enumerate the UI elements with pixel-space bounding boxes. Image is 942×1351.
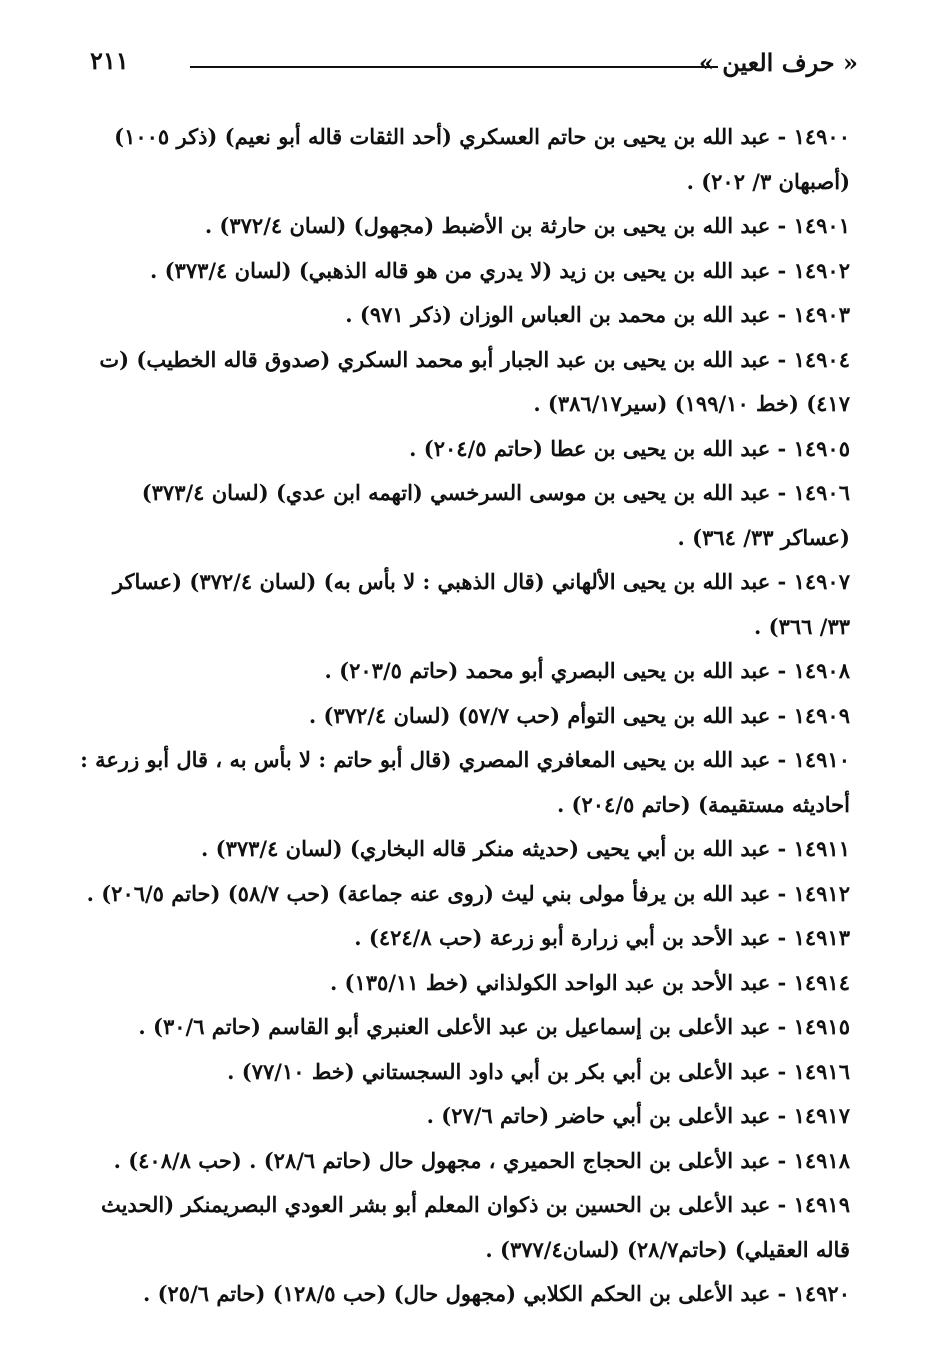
entry-14920: ١٤٩٢٠ - عبد الأعلى بن الحكم الكلابي (مجهول حال) (حب ١٢٨/٥) (حاتم ٢٥/٦) . (142, 1281, 850, 1306)
entry-text: عبد الأعلى بن أبي بكر بن أبي داود السجستاني (خط ٧٧/١٠) . (227, 1058, 771, 1084)
entry-list (80, 115, 850, 1317)
entry-number: ١٤٩٠٥ (793, 435, 850, 461)
entry-number: ١٤٩١٧ (793, 1103, 850, 1128)
entry-number: ١٤٩٢٠ (793, 1281, 850, 1306)
entry-14914: ١٤٩١٤ - عبد الأحد بن عبد الواحد الكولذاني (خط ١٣٥/١١) . (329, 969, 850, 995)
entry-number: ١٤٩٠٨ (793, 658, 850, 683)
entry-14918: ١٤٩١٨ - عبد الأعلى بن الحجاج الحميري ، مجهول حال (حاتم ٢٨/٦) . (حب ٤٠٨/٨) . (113, 1147, 850, 1173)
entry-number: ١٤٩٠٤ (793, 346, 850, 372)
entry-text: عبد الأعلى بن الحجاج الحميري ، مجهول حال (حاتم ٢٨/٦) . (حب ٤٠٨/٨) . (113, 1147, 771, 1173)
entry-number: ١٤٩١٠ (793, 747, 850, 772)
page-number: ٢١١ (90, 46, 129, 75)
entry-14901: ١٤٩٠١ - عبد الله بن يحيى بن حارثة بن الأضبط (مجهول) (لسان ٣٧٢/٤) . (204, 213, 850, 238)
entry-14907: ١٤٩٠٧ - عبد الله بن يحيى الألهاني (قال الذهبي : لا بأس به) (لسان ٣٧٢/٤) (عساكر ٣٣/ ٣٦٦) . (112, 569, 850, 639)
chapter-title: « حرف العين » (698, 48, 858, 77)
entry-14905: ١٤٩٠٥ - عبد الله بن يحيى بن عطا (حاتم ٢٠٤/٥) . (409, 435, 850, 461)
entry-number: ١٤٩٠٩ (793, 702, 850, 728)
entry-14912: ١٤٩١٢ - عبد الله بن يرفأ مولى بني ليث (روى عنه جماعة) (حب ٥٨/٧) (حاتم ٢٠٦/٥) . (86, 880, 850, 906)
entry-14916: ١٤٩١٦ - عبد الأعلى بن أبي بكر بن أبي داود السجستاني (خط ٧٧/١٠) . (227, 1058, 850, 1084)
entry-text: عبد الله بن يحيى التوأم (حب ٥٧/٧) (لسان ٣٧٢/٤) . (308, 702, 771, 728)
entry-14908: ١٤٩٠٨ - عبد الله بن يحيى البصري أبو محمد (حاتم ٢٠٣/٥) . (324, 658, 850, 683)
entry-text: عبد الله بن يحيى المعافري المصري (قال أبو حاتم : لا بأس به ، قال أبو زرعة : أحاديثه مستقيمة) (حاتم ٢٠٤/٥) . (80, 747, 850, 817)
entry-text: عبد الله بن يحيى بن عطا (حاتم ٢٠٤/٥) . (409, 435, 771, 461)
entry-number: ١٤٩٠٠ (793, 124, 850, 149)
entry-number: ١٤٩٠٦ (793, 480, 850, 505)
entry-text: عبد الله بن يحيى بن زيد (لا يدري من هو قاله الذهبي) (لسان ٣٧٣/٤) . (149, 257, 771, 283)
entry-number: ١٤٩٠٧ (793, 569, 850, 594)
page-header (90, 40, 858, 80)
entry-14906: ١٤٩٠٦ - عبد الله بن يحيى بن موسى السرخسي (اتهمه ابن عدي) (لسان ٣٧٣/٤) (عساكر ٣٣/ ٣٦٤) . (141, 480, 850, 550)
entry-text: عبد الأحد بن أبي زرارة أبو زرعة (حب ٤٢٤/٨) . (354, 925, 771, 950)
entry-number: ١٤٩١٨ (793, 1147, 850, 1173)
entry-text: عبد الله بن يرفأ مولى بني ليث (روى عنه جماعة) (حب ٥٨/٧) (حاتم ٢٠٦/٥) . (86, 880, 771, 906)
entry-14917: ١٤٩١٧ - عبد الأعلى بن أبي حاضر (حاتم ٢٧/٦) . (426, 1103, 850, 1128)
entry-number: ١٤٩٠١ (793, 213, 850, 238)
entry-14919: ١٤٩١٩ - عبد الأعلى بن الحسين بن ذكوان المعلم أبو بشر العودي البصريمنكر (الحديث قاله العقيلي) (حاتم٢٨/٧) (لسان٣٧٧/٤) . (100, 1192, 850, 1262)
entry-number: ١٤٩٠٣ (793, 302, 850, 327)
entry-text: عبد الأعلى بن الحكم الكلابي (مجهول حال) (حب ١٢٨/٥) (حاتم ٢٥/٦) . (142, 1281, 771, 1306)
entry-text: عبد الأحد بن عبد الواحد الكولذاني (خط ١٣٥/١١) . (329, 969, 771, 995)
entry-text: عبد الله بن يحيى الألهاني (قال الذهبي : لا بأس به) (لسان ٣٧٢/٤) (عساكر ٣٣/ ٣٦٦) . (112, 569, 850, 639)
entry-number: ١٤٩١٣ (793, 925, 850, 950)
entry-number: ١٤٩١٤ (793, 969, 850, 995)
entry-14911: ١٤٩١١ - عبد الله بن أبي يحيى (حديثه منكر قاله البخاري) (لسان ٣٧٣/٤) . (201, 836, 850, 861)
entry-14903: ١٤٩٠٣ - عبد الله بن محمد بن العباس الوزان (ذكر ٩٧١) . (345, 302, 850, 327)
entry-14902: ١٤٩٠٢ - عبد الله بن يحيى بن زيد (لا يدري من هو قاله الذهبي) (لسان ٣٧٣/٤) . (149, 257, 850, 283)
entry-number: ١٤٩١٢ (793, 880, 850, 906)
entry-text: عبد الله بن يحيى البصري أبو محمد (حاتم ٢٠٣/٥) . (324, 658, 771, 683)
entry-14915: ١٤٩١٥ - عبد الأعلى بن إسماعيل بن عبد الأعلى العنبري أبو القاسم (حاتم ٣٠/٦) . (138, 1014, 850, 1039)
entry-text: عبد الله بن محمد بن العباس الوزان (ذكر ٩٧١) . (345, 302, 771, 327)
entry-text: عبد الله بن يحيى بن حاتم العسكري (أحد الثقات قاله أبو نعيم) (ذكر ١٠٠٥) (أصبهان ٣/ ٢٠٢) . (114, 124, 850, 194)
entry-text: عبد الله بن يحيى بن حارثة بن الأضبط (مجهول) (لسان ٣٧٢/٤) . (204, 213, 771, 238)
entry-text: عبد الأعلى بن إسماعيل بن عبد الأعلى العنبري أبو القاسم (حاتم ٣٠/٦) . (138, 1014, 771, 1039)
entry-14904: ١٤٩٠٤ - عبد الله بن يحيى بن عبد الجبار أبو محمد السكري (صدوق قاله الخطيب) (ت ٤١٧) (خط ١٩٩/١٠) (سير٣٨٦/١٧) . (99, 346, 850, 416)
entry-14909: ١٤٩٠٩ - عبد الله بن يحيى التوأم (حب ٥٧/٧) (لسان ٣٧٢/٤) . (308, 702, 850, 728)
entry-text: عبد الأعلى بن الحسين بن ذكوان المعلم أبو بشر العودي البصريمنكر (الحديث قاله العقيلي) (حاتم٢٨/٧) (لسان٣٧٧/٤) . (100, 1192, 850, 1262)
entry-14900: ١٤٩٠٠ - عبد الله بن يحيى بن حاتم العسكري (أحد الثقات قاله أبو نعيم) (ذكر ١٠٠٥) (أصبهان ٣/ ٢٠٢) . (114, 124, 850, 194)
entry-text: عبد الله بن يحيى بن عبد الجبار أبو محمد السكري (صدوق قاله الخطيب) (ت ٤١٧) (خط ١٩٩/١٠) (سير٣٨٦/١٧) . (99, 346, 850, 416)
entry-number: ١٤٩١٥ (793, 1014, 850, 1039)
entry-14913: ١٤٩١٣ - عبد الأحد بن أبي زرارة أبو زرعة (حب ٤٢٤/٨) . (354, 925, 850, 950)
entry-text: عبد الله بن يحيى بن موسى السرخسي (اتهمه ابن عدي) (لسان ٣٧٣/٤) (عساكر ٣٣/ ٣٦٤) . (141, 480, 850, 550)
entry-text: عبد الله بن أبي يحيى (حديثه منكر قاله البخاري) (لسان ٣٧٣/٤) . (201, 836, 771, 861)
entry-number: ١٤٩١٩ (793, 1192, 850, 1217)
entry-number: ١٤٩١٦ (793, 1058, 850, 1084)
entry-14910: ١٤٩١٠ - عبد الله بن يحيى المعافري المصري (قال أبو حاتم : لا بأس به ، قال أبو زرعة : أحاديثه مستقيمة) (حاتم ٢٠٤/٥) . (80, 747, 850, 817)
entry-number: ١٤٩١١ (793, 836, 850, 861)
entry-number: ١٤٩٠٢ (793, 257, 850, 283)
header-rule (190, 66, 718, 68)
entry-text: عبد الأعلى بن أبي حاضر (حاتم ٢٧/٦) . (426, 1103, 771, 1128)
